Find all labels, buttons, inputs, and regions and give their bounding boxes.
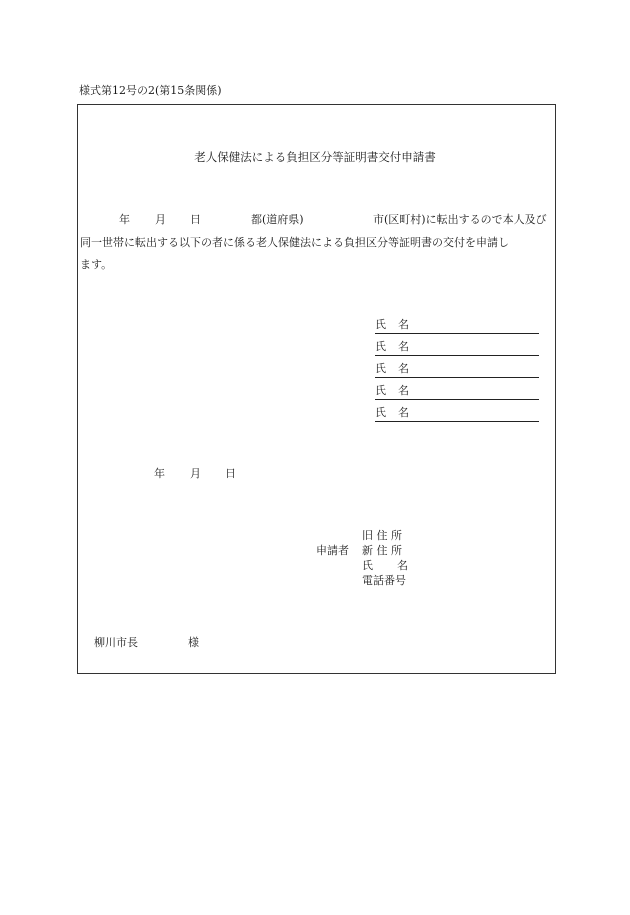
name-field-4[interactable] (375, 385, 539, 400)
document-title: 老人保健法による負担区分等証明書交付申請書 (194, 150, 436, 164)
name-field-5[interactable] (375, 407, 539, 422)
body-day: 日 (190, 213, 201, 226)
name-label-b: 名 (398, 384, 409, 397)
body-prefecture: 都(道府県) (251, 213, 304, 226)
phone-label: 電話番号 (362, 574, 406, 587)
body-month: 月 (155, 213, 166, 226)
application-year: 年 (154, 467, 165, 480)
name-field-3[interactable] (375, 363, 539, 378)
name-label-a: 氏 (375, 384, 386, 397)
addressee-honorific: 様 (188, 636, 199, 649)
body-line3: ます。 (80, 258, 113, 271)
form-reference: 様式第12号の2(第15条関係) (79, 84, 222, 97)
name-label-a: 氏 (375, 362, 386, 375)
name-label-a: 氏 (375, 406, 386, 419)
applicant-label: 申請者 (316, 544, 349, 557)
name-label-b: 名 (398, 340, 409, 353)
body-line2: 同一世帯に転出する以下の者に係る老人保健法による負担区分等証明書の交付を申請し (80, 236, 509, 249)
name-label-b: 名 (398, 362, 409, 375)
name-label-a: 氏 (375, 318, 386, 331)
new-address-label: 新 住 所 (362, 544, 402, 557)
body-year: 年 (119, 213, 130, 226)
name-label-b: 名 (398, 318, 409, 331)
name-label-a: 氏 (375, 340, 386, 353)
application-day: 日 (225, 467, 236, 480)
addressee-office: 柳川市長 (94, 636, 138, 649)
applicant-name-b: 名 (397, 559, 408, 572)
application-month: 月 (190, 467, 201, 480)
body-line1-rest: 市(区町村)に転出するので本人及び (373, 213, 547, 226)
name-field-2[interactable] (375, 341, 539, 356)
name-label-b: 名 (398, 406, 409, 419)
name-field-1[interactable] (375, 319, 539, 334)
applicant-name-a: 氏 (362, 559, 373, 572)
old-address-label: 旧 住 所 (362, 529, 402, 542)
